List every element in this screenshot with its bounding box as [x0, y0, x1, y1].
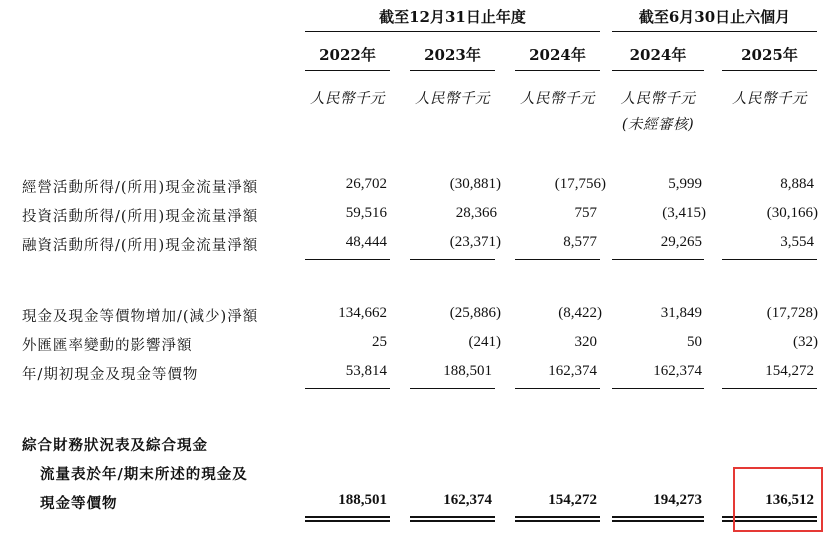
cell-investing-2022: 59,516 [345, 205, 387, 221]
cell-financing-2025-interim: 3,554 [780, 234, 814, 250]
header-group-six-months-rule [612, 31, 817, 32]
cell-net-change-2024: (8,422) [558, 305, 602, 321]
year-header-2024: 2024年 [529, 46, 586, 64]
header-group-full-year: 截至12月31日止年度 [379, 8, 526, 26]
unit-label-2: 人民幣千元 [415, 91, 490, 107]
cell-opening-cash-2024-interim: 162,374 [653, 363, 702, 379]
cell-fx-effect-2022: 25 [372, 334, 387, 350]
cell-financing-2022: 48,444 [345, 234, 387, 250]
row-label-financing: 融資活動所得/(所用)現金流量淨額 [22, 238, 259, 254]
year-rule-1 [305, 70, 390, 71]
cell-opening-cash-2024: 162,374 [548, 363, 597, 379]
cell-fx-effect-2024: 320 [574, 334, 597, 350]
cell-net-change-2023: (25,886) [449, 305, 501, 321]
header-group-six-months: 截至6月30日止六個月 [638, 8, 791, 26]
cell-opening-cash-2023: 188,501 [443, 363, 492, 379]
subtotal-rule-b5 [722, 388, 817, 389]
unaudited-label: (未經審核) [621, 117, 695, 133]
total-double-rule-4a [612, 516, 704, 518]
cell-operating-2022: 26,702 [345, 176, 387, 192]
cell-operating-2024-interim: 5,999 [668, 176, 702, 192]
unit-label-1: 人民幣千元 [310, 91, 385, 107]
subtotal-rule-b2 [410, 388, 495, 389]
final-label-line-2: 流量表於年/期末所述的現金及 [40, 466, 248, 483]
cell-fx-effect-2024-interim: 50 [687, 334, 702, 350]
subtotal-rule-3 [515, 259, 600, 260]
cell-net-change-2022: 134,662 [338, 305, 387, 321]
total-double-rule-1b [305, 520, 390, 522]
cell-operating-2025-interim: 8,884 [780, 176, 814, 192]
cell-investing-2024-interim: (3,415) [662, 205, 706, 221]
total-double-rule-4b [612, 520, 704, 522]
year-rule-5 [722, 70, 817, 71]
cell-financing-2024-interim: 29,265 [660, 234, 702, 250]
row-label-opening-cash: 年/期初現金及現金等價物 [22, 367, 199, 383]
year-rule-3 [515, 70, 600, 71]
cell-investing-2024: 757 [574, 205, 597, 221]
subtotal-rule-2 [410, 259, 495, 260]
cell-fx-effect-2023: (241) [468, 334, 501, 350]
cell-closing-cash-2023: 162,374 [443, 492, 492, 508]
unit-label-4: 人民幣千元 [620, 91, 696, 107]
cell-closing-cash-2022: 188,501 [338, 492, 387, 508]
final-label-line-1: 綜合財務狀況表及綜合現金 [22, 437, 208, 454]
header-group-full-year-rule [305, 31, 600, 32]
subtotal-rule-1 [305, 259, 390, 260]
cell-operating-2023: (30,881) [449, 176, 501, 192]
cell-fx-effect-2025-interim: (32) [793, 334, 818, 350]
year-rule-4 [612, 70, 704, 71]
total-double-rule-2a [410, 516, 495, 518]
unit-label-5: 人民幣千元 [732, 91, 807, 107]
subtotal-rule-b1 [305, 388, 390, 389]
cell-financing-2023: (23,371) [449, 234, 501, 250]
cell-net-change-2025-interim: (17,728) [766, 305, 818, 321]
final-label-line-3: 現金等價物 [40, 495, 118, 512]
cell-investing-2025-interim: (30,166) [766, 205, 818, 221]
cell-net-change-2024-interim: 31,849 [660, 305, 702, 321]
row-label-fx-effect: 外匯匯率變動的影響淨額 [22, 338, 193, 354]
subtotal-rule-b4 [612, 388, 704, 389]
year-header-2022: 2022年 [319, 46, 376, 64]
row-label-operating: 經營活動所得/(所用)現金流量淨額 [22, 180, 259, 196]
year-header-2023: 2023年 [424, 46, 481, 64]
cell-closing-cash-2024-interim: 194,273 [653, 492, 702, 508]
year-rule-2 [410, 70, 495, 71]
unit-label-3: 人民幣千元 [520, 91, 595, 107]
subtotal-rule-b3 [515, 388, 600, 389]
cell-opening-cash-2025-interim: 154,272 [765, 363, 814, 379]
cell-financing-2024: 8,577 [563, 234, 597, 250]
cell-closing-cash-2025-interim: 136,512 [765, 492, 814, 508]
cell-opening-cash-2022: 53,814 [345, 363, 387, 379]
total-double-rule-3b [515, 520, 600, 522]
row-label-investing: 投資活動所得/(所用)現金流量淨額 [22, 209, 259, 225]
total-double-rule-1a [305, 516, 390, 518]
subtotal-rule-5 [722, 259, 817, 260]
total-double-rule-2b [410, 520, 495, 522]
cell-closing-cash-2024: 154,272 [548, 492, 597, 508]
cell-investing-2023: 28,366 [455, 205, 497, 221]
highlight-box [733, 467, 823, 532]
year-header-2024-interim: 2024年 [629, 46, 687, 64]
total-double-rule-3a [515, 516, 600, 518]
cell-operating-2024: (17,756) [554, 176, 606, 192]
year-header-2025-interim: 2025年 [741, 46, 798, 64]
row-label-net-change: 現金及現金等價物增加/(減少)淨額 [22, 309, 259, 325]
subtotal-rule-4 [612, 259, 704, 260]
